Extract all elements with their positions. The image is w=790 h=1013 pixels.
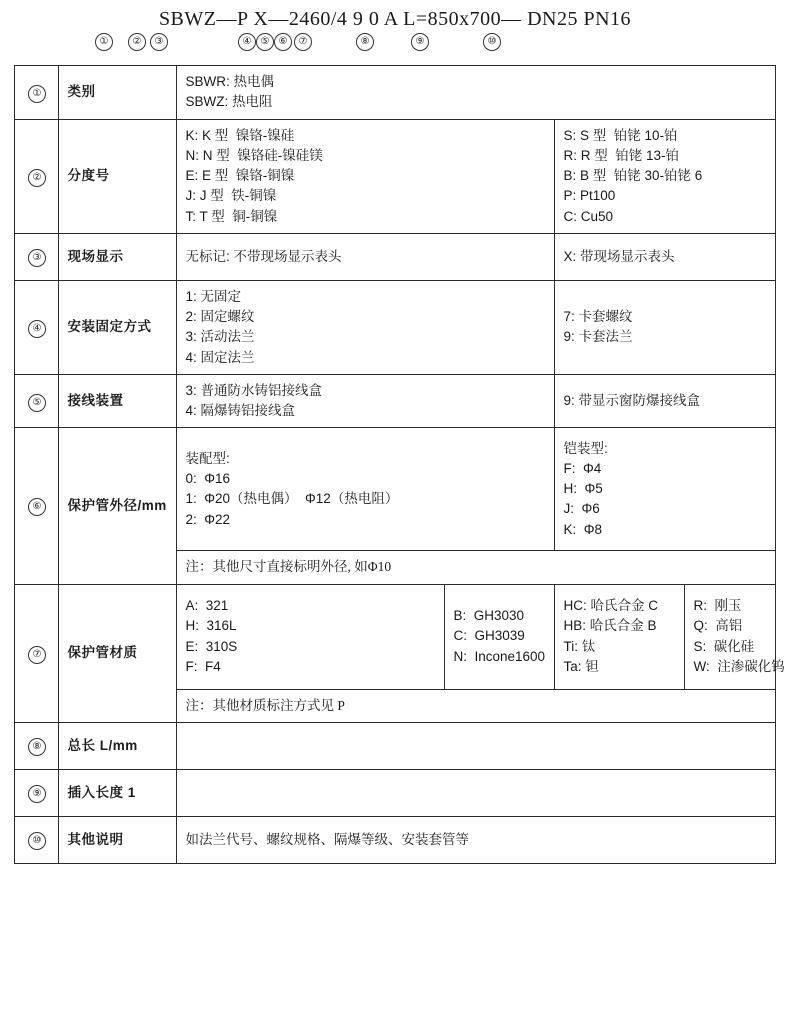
option-line: 1: 无固定	[185, 288, 241, 304]
row-number-cell	[15, 428, 59, 584]
option-line: C: GH3039	[453, 628, 525, 644]
option-line: HB: 哈氏合金 B	[563, 618, 657, 634]
row-number-badge: ⑤	[28, 394, 46, 412]
option-line: E: E 型 镍铬-铜镍	[185, 168, 295, 183]
option-line: F: Φ4	[563, 460, 602, 476]
table-row	[15, 584, 775, 689]
row-note-cell: 注：其他尺寸直接标明外径, 如Φ10	[177, 551, 775, 584]
row-number-cell	[15, 722, 59, 769]
row-content-cell: 如法兰代号、螺纹规格、隔爆等级、安装套管等	[177, 816, 775, 863]
row-content-cell-left	[177, 280, 555, 374]
option-line: HC: 哈氏合金 C	[563, 598, 658, 613]
code-marker-8: ⑧	[356, 33, 374, 51]
table-row	[15, 816, 775, 863]
option-line: P: Pt100	[563, 188, 616, 204]
row-number-cell	[15, 280, 59, 374]
option-line: Ta: 钽	[563, 658, 599, 674]
row-number-cell	[15, 233, 59, 280]
row-content-cell	[177, 769, 775, 816]
option-line: K: Φ8	[563, 521, 603, 537]
row-number-cell	[15, 66, 59, 120]
row-number-badge: ④	[28, 320, 46, 338]
option-line: A: 321	[185, 598, 229, 613]
row-number-badge: ②	[28, 169, 46, 187]
row-number-cell	[15, 769, 59, 816]
option-line: N: N 型 镍铬硅-镍硅镁	[185, 147, 323, 163]
option-line: T: T 型 铜-铜镍	[185, 208, 278, 224]
option-line: 4: 隔爆铸铝接线盒	[185, 403, 295, 418]
option-line: 0: Φ16	[185, 471, 231, 486]
row-content-cell	[177, 66, 775, 120]
row-number-cell	[15, 816, 59, 863]
option-line: 装配型:	[185, 450, 230, 466]
table-row	[15, 66, 775, 120]
row-content-cell-right	[555, 119, 775, 233]
row-note-cell: 注：其他材质标注方式见 P	[177, 689, 775, 722]
material-col-2	[445, 584, 555, 689]
option-line: 无标记: 不带现场显示表头	[185, 248, 342, 264]
option-line: J: J 型 铁-铜镍	[185, 188, 277, 204]
row-label-cell: 现场显示	[59, 233, 177, 280]
row-label-cell: 安装固定方式	[59, 280, 177, 374]
row-number-cell	[15, 374, 59, 428]
table-row	[15, 428, 775, 551]
row-content-cell-right	[555, 280, 775, 374]
specification-table	[14, 65, 785, 864]
row-label-cell: 插入长度 1	[59, 769, 177, 816]
row-label-cell: 分度号	[59, 119, 177, 233]
row-number-cell	[15, 119, 59, 233]
option-line: 3: 普通防水铸铝接线盒	[185, 382, 322, 398]
option-line: H: 316L	[185, 618, 237, 634]
row-content-cell-right	[555, 428, 775, 551]
option-line: E: 310S	[185, 638, 238, 654]
row-content-cell	[177, 722, 775, 769]
option-line: 1: Φ20（热电偶） Φ12（热电阻）	[185, 491, 399, 507]
option-line: S: S 型 铂铑 10-铂	[563, 127, 678, 143]
code-marker-9: ⑨	[411, 33, 429, 51]
code-marker-1: ①	[95, 33, 113, 51]
option-line: N: Incone1600	[453, 648, 546, 664]
row-label-cell: 总长 L/mm	[59, 722, 177, 769]
option-line: Ti: 钛	[563, 638, 596, 654]
row-label-cell: 保护管外径/mm	[59, 428, 177, 584]
option-line: 2: 固定螺纹	[185, 309, 255, 324]
option-line: J: Φ6	[563, 501, 600, 517]
option-line: H: Φ5	[563, 481, 603, 497]
row-content-cell-left	[177, 233, 555, 280]
material-col-1	[177, 584, 445, 689]
table-row	[15, 769, 775, 816]
row-number-badge: ⑥	[28, 498, 46, 516]
option-line: R: R 型 铂铑 13-铂	[563, 147, 679, 163]
option-line: SBWZ: 热电阻	[185, 94, 273, 110]
code-marker-4: ④	[238, 33, 256, 51]
row-content-cell-left	[177, 119, 555, 233]
code-marker-6: ⑥	[274, 33, 292, 51]
row-label-cell: 类别	[59, 66, 177, 120]
row-content-cell-left	[177, 374, 555, 428]
option-line: R: 刚玉	[693, 598, 742, 613]
material-col-4	[685, 584, 785, 689]
table-row	[15, 233, 775, 280]
row-content-cell-right	[555, 233, 775, 280]
option-line: 9: 带显示窗防爆接线盒	[563, 392, 700, 408]
option-line: 7: 卡套螺纹	[563, 309, 633, 324]
table-row	[15, 119, 775, 233]
option-line: SBWR: 热电偶	[185, 74, 274, 89]
row-content-cell-right	[555, 374, 775, 428]
option-line: 4: 固定法兰	[185, 349, 255, 365]
option-line: K: K 型 镍铬-镍硅	[185, 127, 295, 143]
row-number-badge: ⑩	[28, 832, 46, 850]
row-label-cell: 保护管材质	[59, 584, 177, 722]
code-marker-7: ⑦	[294, 33, 312, 51]
code-marker-row	[0, 33, 790, 59]
option-line: 3: 活动法兰	[185, 329, 255, 345]
code-marker-2: ②	[128, 33, 146, 51]
option-line: W: 注渗碳化钨	[693, 658, 785, 674]
option-line: B: GH3030	[453, 608, 525, 624]
option-line: B: B 型 铂铑 30-铂铑 6	[563, 168, 703, 183]
row-number-badge: ⑨	[28, 785, 46, 803]
code-marker-5: ⑤	[256, 33, 274, 51]
code-marker-10: ⑩	[483, 33, 501, 51]
option-line: 9: 卡套法兰	[563, 329, 633, 345]
table-row	[15, 280, 775, 374]
row-number-badge: ⑧	[28, 738, 46, 756]
option-line: S: 碳化硅	[693, 638, 755, 654]
row-content-cell-left	[177, 428, 555, 551]
row-label-cell: 其他说明	[59, 816, 177, 863]
option-line: C: Cu50	[563, 208, 614, 224]
table-row	[15, 374, 775, 428]
material-col-3	[555, 584, 685, 689]
row-number-badge: ⑦	[28, 646, 46, 664]
option-line: 2: Φ22	[185, 511, 231, 527]
option-line: F: F4	[185, 658, 221, 674]
table-row	[15, 722, 775, 769]
option-line: Q: 高铝	[693, 618, 743, 634]
model-code-line: SBWZ—P X—2460/4 9 0 A L=850x700— DN25 PN16	[158, 8, 632, 30]
row-number-badge: ①	[28, 85, 46, 103]
row-number-badge: ③	[28, 249, 46, 267]
row-number-cell	[15, 584, 59, 722]
row-label-cell: 接线装置	[59, 374, 177, 428]
code-marker-3: ③	[150, 33, 168, 51]
option-line: 铠装型:	[563, 440, 608, 456]
option-line: X: 带现场显示表头	[563, 248, 675, 264]
